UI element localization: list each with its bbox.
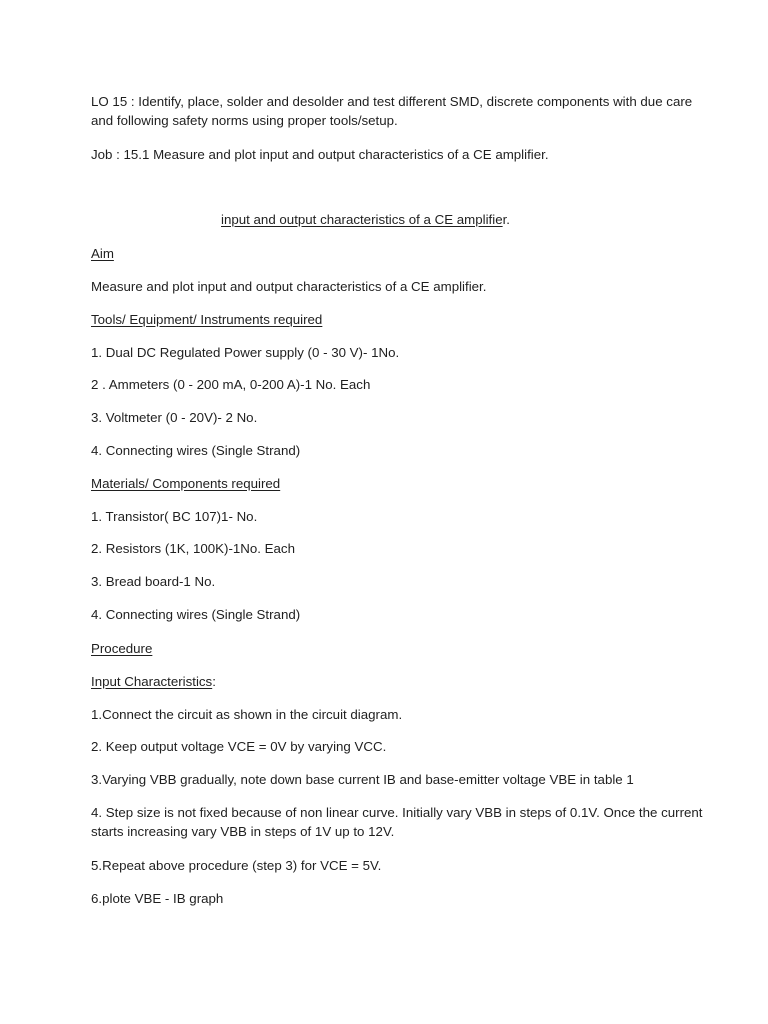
tools-item: 3. Voltmeter (0 - 20V)- 2 No. xyxy=(91,410,258,425)
aim-text: Measure and plot input and output characteristics of a CE amplifier. xyxy=(91,279,487,294)
materials-item: 2. Resistors (1K, 100K)-1No. Each xyxy=(91,541,295,556)
job-line: Job : 15.1 Measure and plot input and output characteristics of a CE amplifier. xyxy=(91,147,549,162)
input-characteristics-colon: : xyxy=(212,674,216,689)
input-characteristics-label: Input Characteristics xyxy=(91,674,213,689)
procedure-step: 2. Keep output voltage VCE = 0V by varying VCC. xyxy=(91,739,387,754)
document-title xyxy=(221,210,708,229)
procedure-step: 3.Varying VBB gradually, note down base current IB and base-emitter voltage VBE in table 1 xyxy=(91,772,634,787)
materials-item: 3. Bread board-1 No. xyxy=(91,574,216,589)
tools-item: 4. Connecting wires (Single Strand) xyxy=(91,443,301,458)
learning-outcome: LO 15 : Identify, place, solder and desolder and test different SMD, discrete components with due care and following safety norms using proper tools/setup. xyxy=(91,94,693,128)
procedure-step: 6.plote VBE - IB graph xyxy=(91,891,224,906)
tools-item: 2 . Ammeters (0 - 200 mA, 0-200 A)-1 No. Each xyxy=(91,377,371,392)
tools-item: 1. Dual DC Regulated Power supply (0 - 30 V)- 1No. xyxy=(91,345,400,360)
materials-item: 4. Connecting wires (Single Strand) xyxy=(91,607,301,622)
title-rest: r. xyxy=(502,212,510,227)
procedure-step: 4. Step size is not fixed because of non linear curve. Initially vary VBB in steps of 0.1V. Once the current starts increasing vary VBB in steps of 1V up to 12V. xyxy=(91,805,703,839)
procedure-step: 5.Repeat above procedure (step 3) for VCE = 5V. xyxy=(91,858,382,873)
title-underlined: input and output characteristics of a CE amplifie xyxy=(221,212,503,227)
input-characteristics-heading xyxy=(91,672,708,691)
aim-heading: Aim xyxy=(91,246,114,261)
procedure-heading: Procedure xyxy=(91,641,153,656)
materials-heading: Materials/ Components required xyxy=(91,476,281,491)
tools-heading: Tools/ Equipment/ Instruments required xyxy=(91,312,323,327)
procedure-step: 1.Connect the circuit as shown in the circuit diagram. xyxy=(91,707,403,722)
materials-item: 1. Transistor( BC 107)1- No. xyxy=(91,509,258,524)
